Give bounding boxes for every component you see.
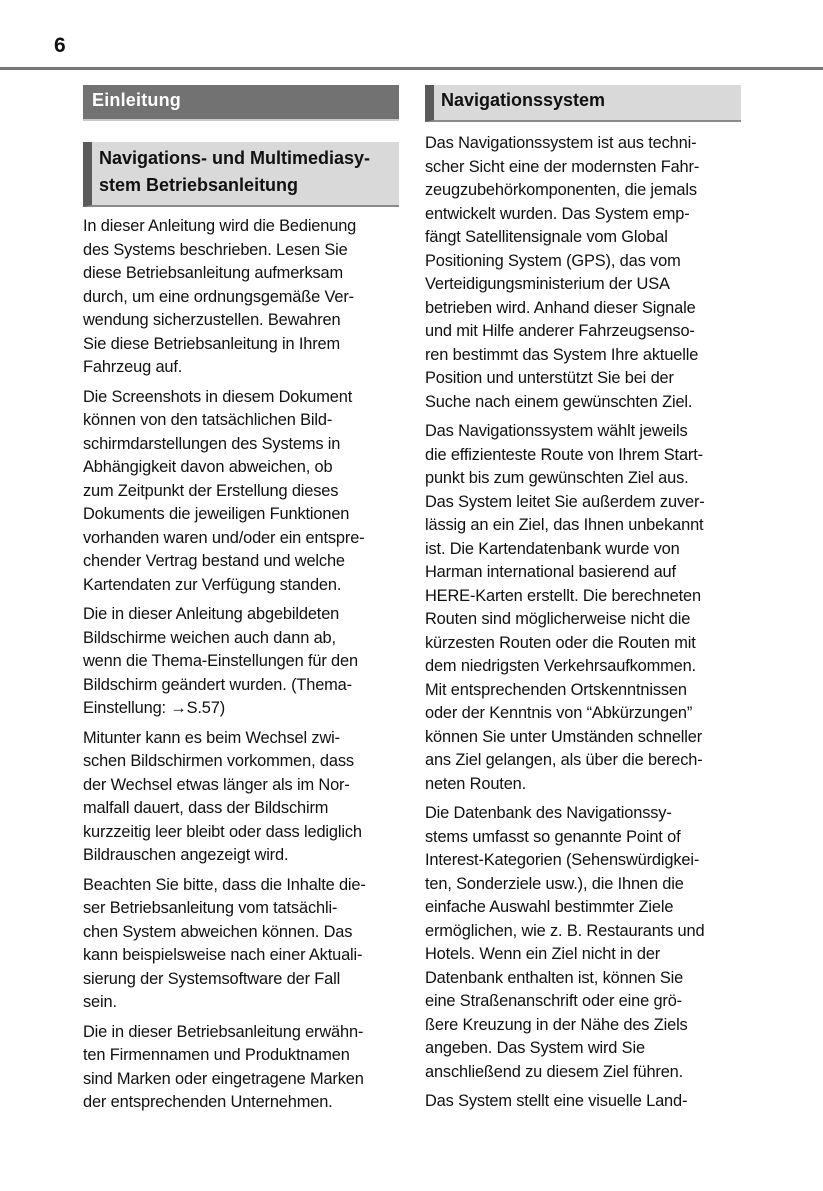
paragraph: Das Navigationssystem ist aus techni- scher Sicht eine der modernsten Fahr- zeugzubehörkomponenten, die jemals entwickelt wurden. Das System emp- fängt Satellitensignale vom Global Positioning System (GPS), das vom Verteidigungsministerium der USA betrieben wird. Anhand dieser Signale und mit Hilfe anderer Fahrzeugsenso- ren bestimmt das System Ihre aktuelle Position und unterstützt Sie bei der Suche nach einem gewünschten Ziel. xyxy=(425,134,700,411)
paragraph: Das Navigationssystem wählt jeweils die effizienteste Route von Ihrem Start- punkt bis zum gewünschten Ziel aus. Das System leitet Sie außerdem zuver- lässig an ein Ziel, das Ihnen unbekannt ist. Die Kartendatenbank wurde von Harman international basierend auf HERE-Karten erstellt. Die berechneten Routen sind möglicherweise nicht die kürzesten Routen oder die Routen mit dem niedrigsten Verkehrsaufkommen. Mit entsprechenden Ortskenntnissen oder der Kenntnis von “Abkürzungen” können Sie unter Umständen schneller ans Ziel gelangen, als über die berech- neten Routen. xyxy=(425,422,705,793)
paragraph: Beachten Sie bitte, dass die Inhalte die- ser Betriebsanleitung vom tatsächli- chen System abweichen können. Das kann beispielsweise nach einer Aktuali- sierung der Systemsoftware der Fall sein. xyxy=(83,875,366,1011)
left-body xyxy=(83,215,399,1115)
paragraph: Das System stellt eine visuelle Land- xyxy=(425,1092,688,1110)
paragraph: Die in dieser Anleitung abgebildeten Bildschirme weichen auch dann ab, wenn die Thema-Einstellungen für den Bildschirm geändert wurden. (Thema- Einstellung: →S.57) xyxy=(83,605,358,717)
right-body xyxy=(425,132,741,1114)
paragraph: Die Datenbank des Navigationssy- stems umfasst so genannte Point of Interest-Kategorien (Sehenswürdigkei- ten, Sonderziele usw.), die Ihnen die einfache Auswahl bestimmter Ziele ermöglichen, wie z. B. Restaurants und Hotels. Wenn ein Ziel nicht in der Datenbank enthalten ist, können Sie eine Straßenanschrift oder eine grö- ßere Kreuzung in der Nähe des Ziels angeben. Das System wird Sie anschließend zu diesem Ziel führen. xyxy=(425,804,705,1081)
paragraph: Die Screenshots in diesem Dokument können von den tatsächlichen Bild- schirmdarstellungen des Systems in Abhängigkeit davon abweichen, ob zum Zeitpunkt der Erstellung dieses Dokuments die jeweiligen Funktionen vorhanden waren und/oder ein entspre- chender Vertrag bestand und welche Kartendaten zur Verfügung standen. xyxy=(83,387,365,594)
page-number: 6 xyxy=(54,34,66,57)
subheading-text: Navigations- und Multimediasy- stem Betriebsanleitung xyxy=(99,148,371,195)
subheading-betriebsanleitung xyxy=(83,142,399,207)
paragraph: Die in dieser Betriebsanleitung erwähn- ten Firmennamen und Produktnamen sind Marken oder eingetragene Marken der entsprechenden Unternehmen. xyxy=(83,1022,364,1111)
section-title-navigationssystem: Navigationssystem xyxy=(425,85,741,122)
paragraph: In dieser Anleitung wird die Bedienung des Systems beschrieben. Lesen Sie diese Betriebsanleitung aufmerksam durch, um eine ordnungsgemäße Ver- wendung sicherzustellen. Bewahren Sie diese Betriebsanleitung in Ihrem Fahrzeug auf. xyxy=(83,217,357,376)
header-rule xyxy=(0,67,823,70)
paragraph: Mitunter kann es beim Wechsel zwi- schen Bildschirmen vorkommen, dass der Wechsel etwas länger als im Nor- malfall dauert, dass der Bildschirm kurzzeitig leer bleibt oder dass lediglich Bildrauschen angezeigt wird. xyxy=(83,728,362,864)
left-column xyxy=(83,85,399,1121)
right-column xyxy=(425,85,741,1120)
section-title-einleitung: Einleitung xyxy=(83,85,399,121)
